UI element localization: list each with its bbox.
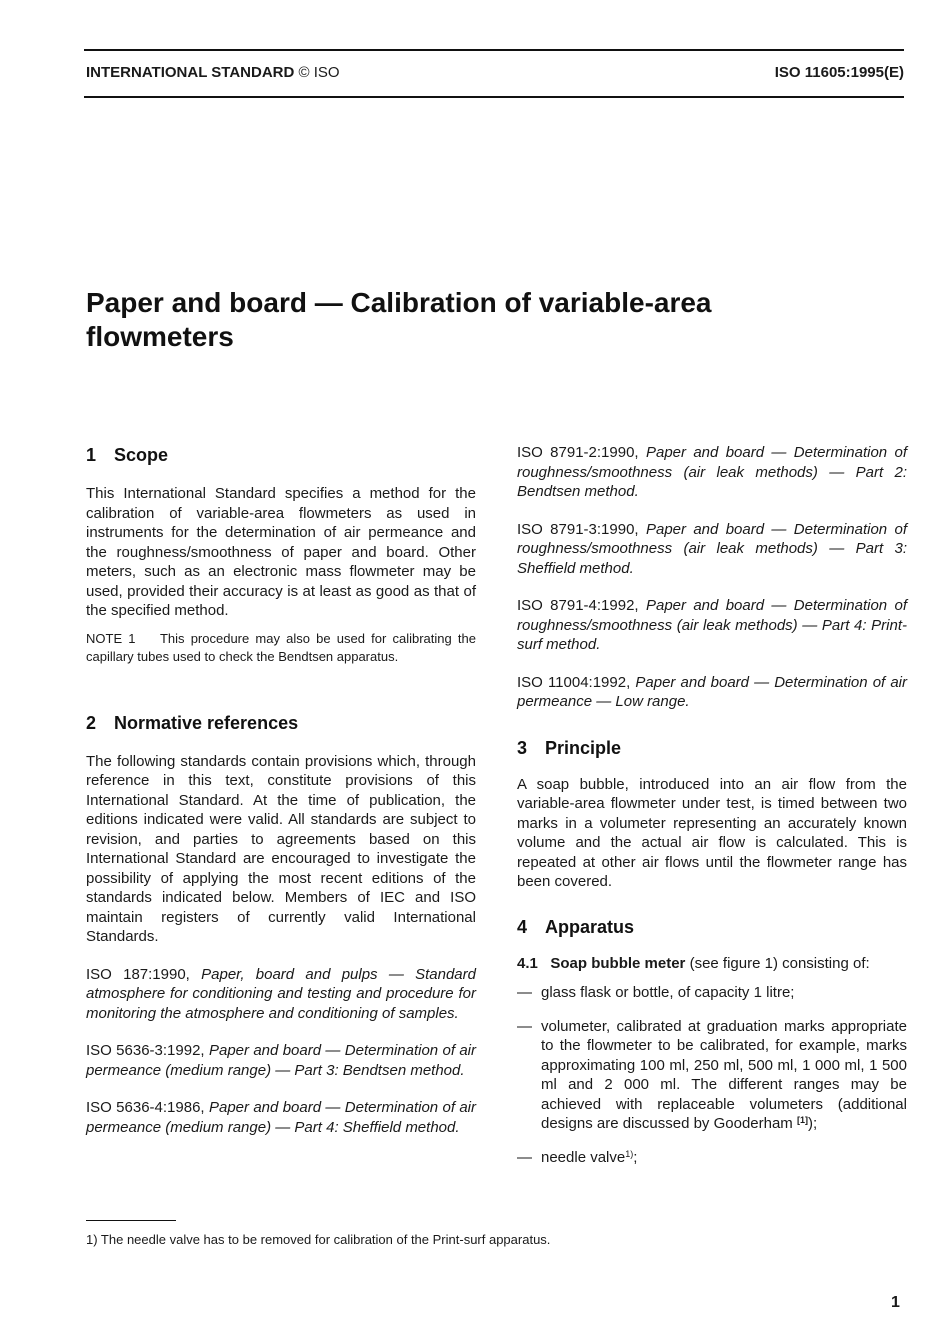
dash-bullet: — xyxy=(517,1148,532,1166)
list-item-text: glass flask or bottle, of capacity 1 litre; xyxy=(541,984,795,1001)
reference-item xyxy=(86,1041,476,1080)
section-1-number: 1 xyxy=(86,445,97,465)
note-text: This procedure may also be used for calibrating the capillary tubes used to check the Bendtsen apparatus. xyxy=(86,630,476,664)
page-number: 1 xyxy=(891,1294,900,1311)
normative-paragraph: The following standards contain provisions which, through reference in this text, constitute provisions of this International Standard. At the time of publication, the editions indicated were valid. All standards are subject to revision, and parties to agreements based on this International Standard are encouraged to investigate the possibility of applying the most recent editions of the standards indicated below. Members of IEC and ISO maintain registers of currently valid International Standards. xyxy=(86,752,476,945)
header-standard-label xyxy=(86,64,340,81)
list-item xyxy=(517,983,907,1003)
list-item-text: needle valve xyxy=(541,1148,626,1166)
reference-title: Paper and board — Determination of roughness/smoothness (air leak methods) — Part 2: Bendtsen method. xyxy=(517,444,908,500)
header-copyright: © ISO xyxy=(298,64,340,81)
section-2-title: Normative references xyxy=(114,712,299,733)
bibliography-reference: [1] xyxy=(796,1115,808,1125)
list-item xyxy=(517,1148,907,1168)
section-2-number: 2 xyxy=(86,712,97,733)
list-item-end: ; xyxy=(633,1148,638,1166)
section-1-title: Scope xyxy=(114,445,169,465)
header-standard-type: INTERNATIONAL STANDARD xyxy=(86,64,295,81)
subsection-4-1-number: 4.1 xyxy=(517,954,538,972)
subsection-4-1-title: Soap bubble meter xyxy=(550,954,686,972)
reference-title: Paper and board — Determination of roughness/smoothness (air leak methods) — Part 3: Sheffield method. xyxy=(517,520,908,577)
dash-bullet: — xyxy=(517,984,532,1001)
reference-title: Paper and board — Determination of air permeance (medium range) — Part 3: Bendtsen method. xyxy=(86,1042,477,1079)
reference-title: Paper, board and pulps — Standard atmosphere for conditioning and testing and procedure for monitoring the atmosphere and conditioning of samples. xyxy=(86,965,476,1022)
reference-item xyxy=(517,673,907,712)
reference-title: Paper and board — Determination of air permeance — Low range. xyxy=(517,673,908,710)
reference-code: ISO 8791-4:1992, xyxy=(517,597,639,614)
reference-item xyxy=(517,520,907,579)
list-item xyxy=(517,1017,907,1134)
reference-code: ISO 5636-3:1992, xyxy=(86,1042,205,1059)
reference-code: ISO 11004:1992, xyxy=(517,673,631,691)
header-bottom-rule xyxy=(84,96,904,98)
reference-item xyxy=(86,1098,476,1137)
title-line-2: flowmeters xyxy=(86,321,234,352)
reference-code: ISO 8791-2:1990, xyxy=(517,444,639,461)
document-title xyxy=(86,286,846,354)
section-4-number: 4 xyxy=(517,916,528,937)
reference-title: Paper and board — Determination of air permeance (medium range) — Part 4: Sheffield method. xyxy=(86,1099,477,1136)
reference-item xyxy=(86,965,476,1024)
list-item-text: volumeter, calibrated at graduation marks appropriate to the flowmeter to be calibrated, for example, marks approximating 100 ml, 250 ml, 500 ml, 1 000 ml, 1 500 ml and 2 000 ml. The different ranges may be achieved with replaceable volumeters (additional designs are discussed by Gooderham xyxy=(541,1017,907,1132)
reference-code: ISO 8791-3:1990, xyxy=(517,520,639,538)
subsection-4-1-text: (see figure 1) consisting of: xyxy=(689,954,870,972)
section-3-heading xyxy=(517,736,907,760)
subsection-4-1 xyxy=(517,954,907,974)
footnote-marker: 1) xyxy=(625,1148,634,1159)
section-4-title: Apparatus xyxy=(545,916,635,937)
section-2-heading xyxy=(86,711,476,735)
footnote-text: 1) The needle valve has to be removed for calibration of the Print-surf apparatus. xyxy=(86,1232,551,1247)
reference-item xyxy=(517,596,907,655)
reference-code: ISO 5636-4:1986, xyxy=(86,1099,205,1116)
reference-item xyxy=(517,443,907,502)
footnote-rule xyxy=(86,1220,176,1221)
title-line-1: Paper and board — Calibration of variable-area xyxy=(86,287,712,318)
header-document-number: ISO 11605:1995(E) xyxy=(774,64,904,81)
reference-title: Paper and board — Determination of roughness/smoothness (air leak methods) — Part 4: Print-surf method. xyxy=(517,597,908,653)
principle-paragraph: A soap bubble, introduced into an air flow from the variable-area flowmeter under test, is timed between two marks in a volumeter representing an accurately known volume and the actual air flow is calculated. This is repeated at other air flows until the flowmeter range has been covered. xyxy=(517,775,907,890)
section-3-number: 3 xyxy=(517,737,528,758)
scope-note xyxy=(86,630,476,666)
list-item-end: ); xyxy=(807,1115,818,1132)
note-label: NOTE 1 xyxy=(86,630,136,646)
reference-code: ISO 187:1990, xyxy=(86,965,190,983)
right-column xyxy=(517,443,907,1167)
header-top-rule xyxy=(84,49,904,51)
section-3-title: Principle xyxy=(545,737,622,758)
section-1-heading xyxy=(86,443,476,467)
scope-paragraph: This International Standard specifies a method for the calibration of variable-area flowmeters as used in instruments for the determination of air permeance and the roughness/smoothness of paper and board. Other meters, such as an electronic mass flowmeter may be used, provided their accuracy is at least as good as that of the specified method. xyxy=(86,485,476,619)
left-column xyxy=(86,443,476,1137)
section-4-heading xyxy=(517,915,907,939)
dash-bullet: — xyxy=(517,1017,532,1035)
